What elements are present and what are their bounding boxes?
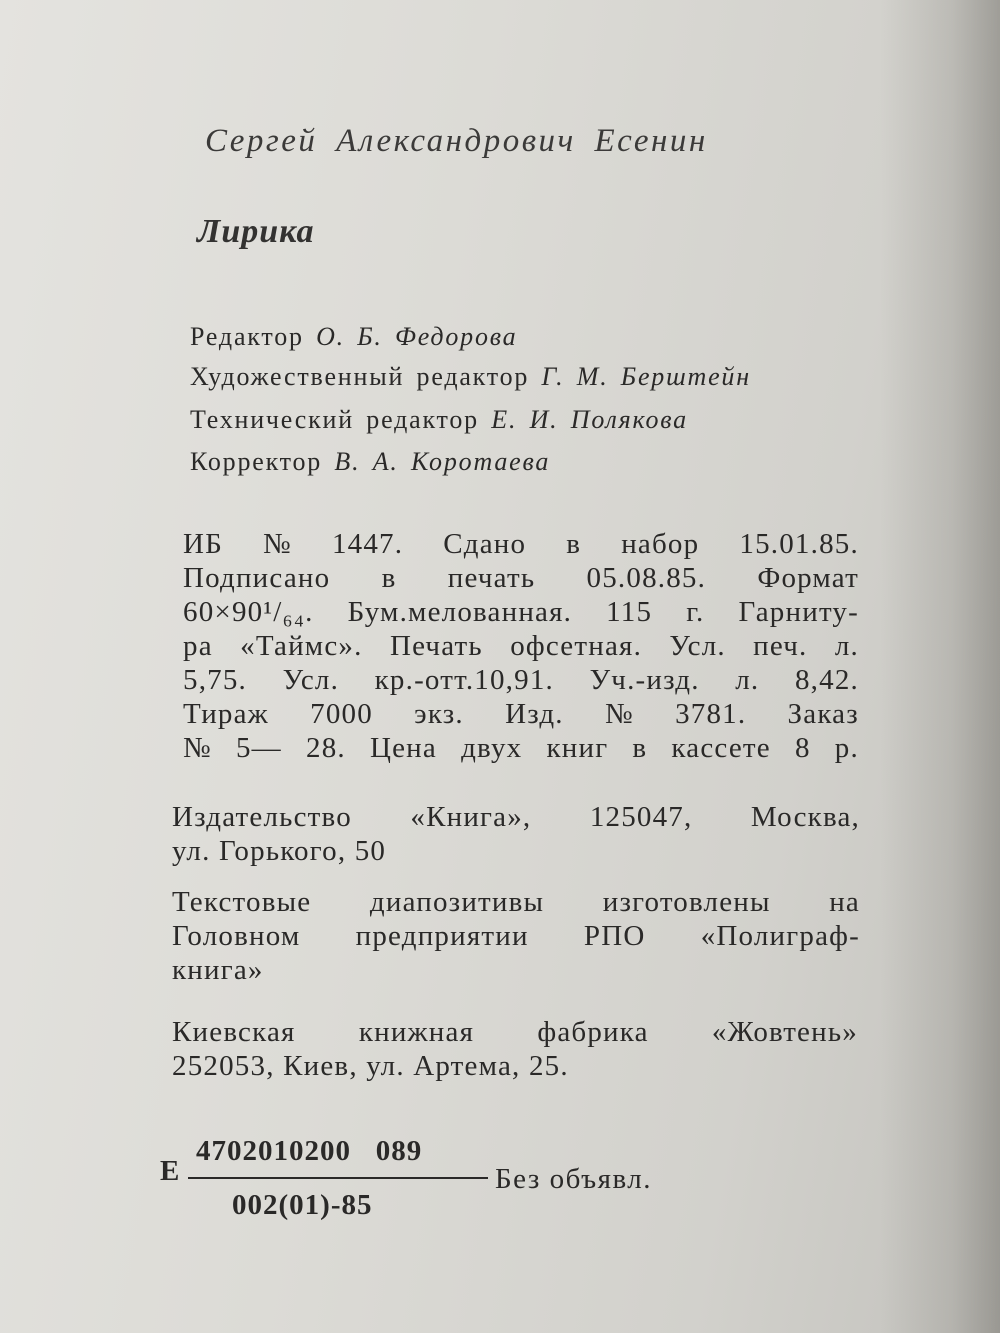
credit-person: Е. И. Полякова (491, 405, 688, 434)
page-spine-shadow (880, 0, 1000, 1333)
credit-role: Художественный редактор (190, 362, 530, 391)
publisher-line: Издательство «Книга», 125047, Москва, (172, 801, 860, 833)
fraction-rule (188, 1177, 488, 1179)
diapositives-line: Текстовые диапозитивы изготовлены на (172, 886, 860, 918)
publisher-info (172, 800, 860, 868)
print-line: Подписано в печать 05.08.85. Формат (183, 562, 859, 594)
credit-editor (190, 322, 517, 352)
credit-person: В. А. Коротаева (334, 447, 551, 476)
credit-art-editor (190, 362, 751, 392)
credit-person: О. Б. Федорова (316, 322, 518, 351)
printer-info (172, 1015, 858, 1083)
credit-proofreader (190, 447, 550, 477)
print-details (183, 527, 859, 765)
credit-role: Редактор (190, 322, 304, 351)
price-note: Без объявл. (495, 1163, 652, 1195)
book-title: Лирика (197, 213, 315, 250)
credit-tech-editor (190, 405, 688, 435)
print-line: 5,75. Усл. кр.-отт.10,91. Уч.-изд. л. 8,42. (183, 664, 859, 696)
credit-person: Г. М. Берштейн (541, 362, 751, 391)
print-line: ра «Таймс». Печать офсетная. Усл. печ. л. (183, 630, 859, 662)
print-line: ИБ № 1447. Сдано в набор 15.01.85. (183, 528, 859, 560)
diapositives-line: книга» (172, 954, 264, 986)
print-line: 60×90¹/₆₄. Бум.мелованная. 115 г. Гарниту- (183, 596, 859, 628)
index-denominator: 002(01)-85 (232, 1189, 373, 1221)
print-line: Тираж 7000 экз. Изд. № 3781. Заказ (183, 698, 859, 730)
index-letter: Е (160, 1155, 181, 1187)
index-numerator: 4702010200 089 (196, 1135, 423, 1167)
author-name: Сергей Александрович Есенин (205, 123, 708, 159)
diapositives-line: Головном предприятии РПО «Полиграф- (172, 920, 860, 952)
printer-line: 252053, Киев, ул. Артема, 25. (172, 1050, 569, 1082)
credit-role: Корректор (190, 447, 323, 476)
printer-line: Киевская книжная фабрика «Жовтень» (172, 1016, 858, 1048)
diapositives-info (172, 885, 860, 987)
print-line: № 5— 28. Цена двух книг в кассете 8 р. (183, 732, 859, 764)
credit-role: Технический редактор (190, 405, 479, 434)
publisher-line: ул. Горького, 50 (172, 835, 387, 867)
book-index-code (160, 1135, 700, 1225)
